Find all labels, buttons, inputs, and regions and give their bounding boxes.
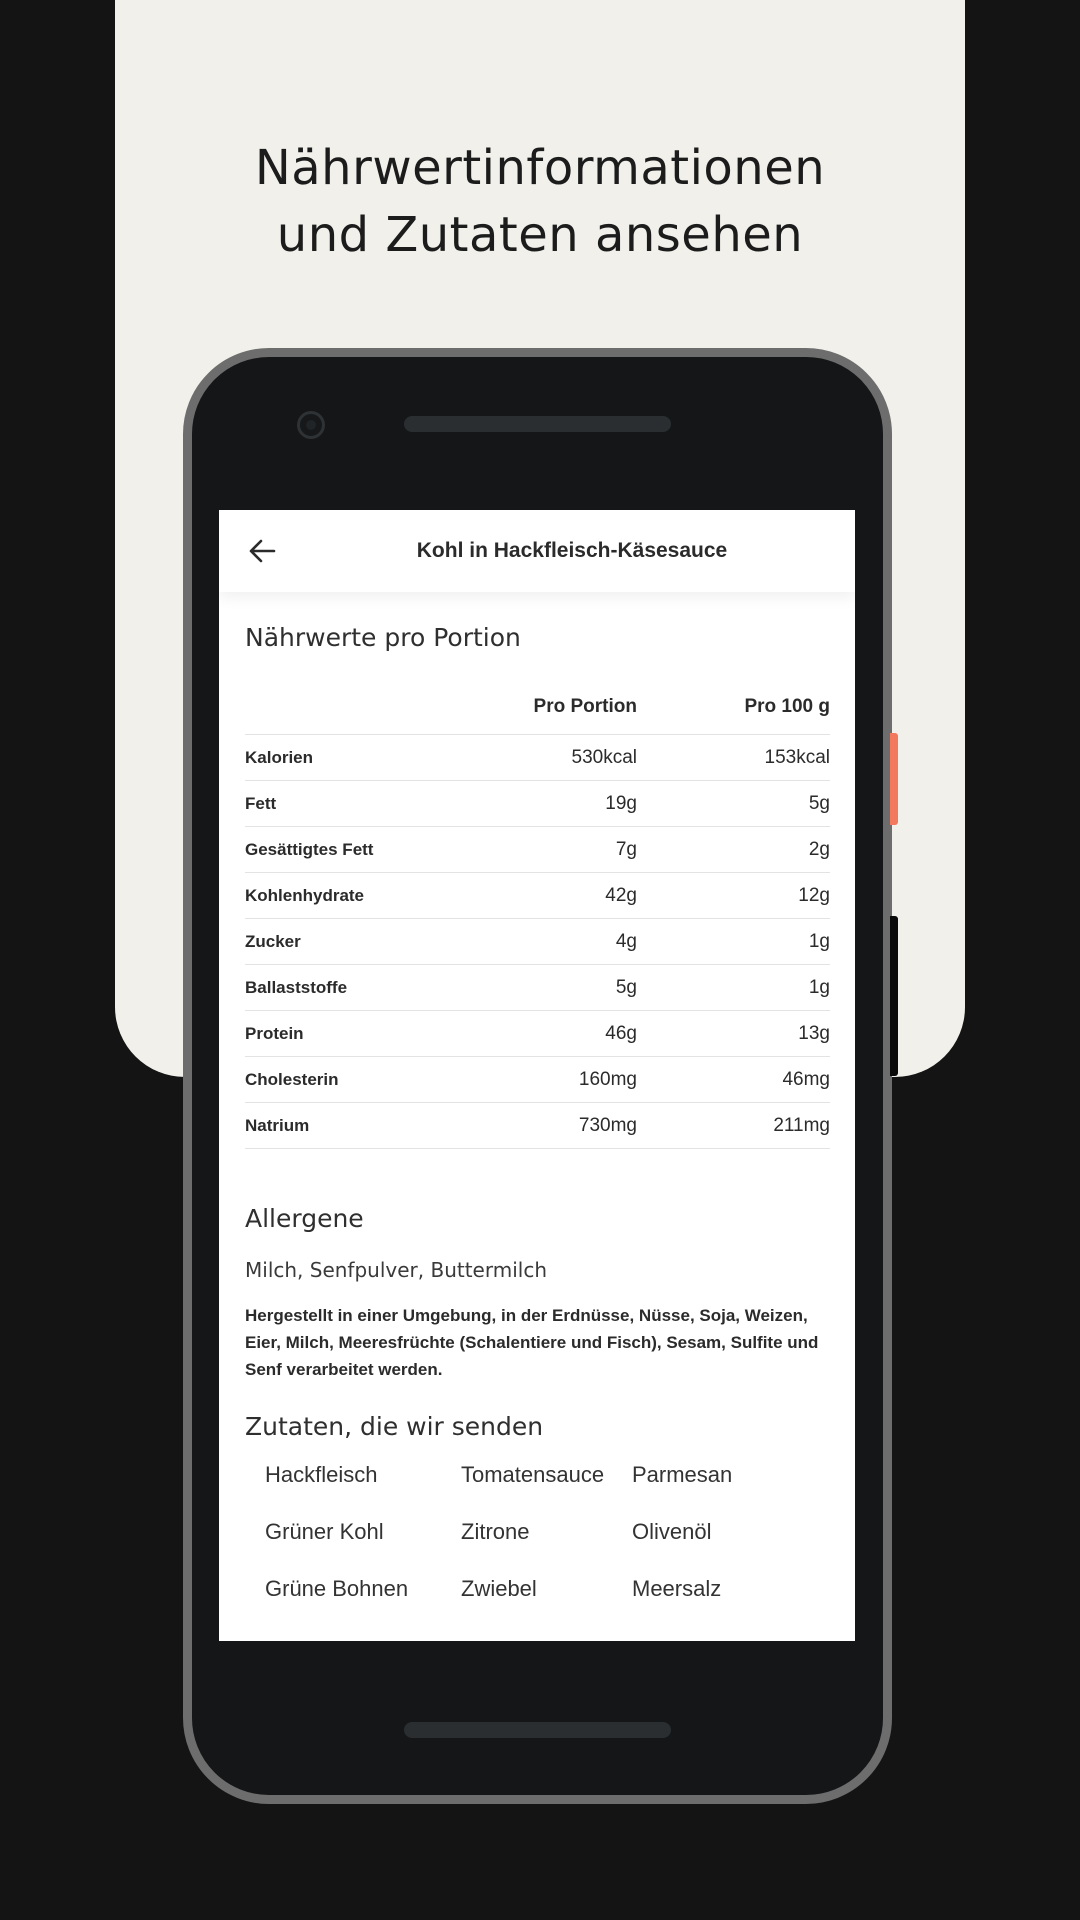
allergens-list: Milch, Senfpulver, Buttermilch [245, 1258, 548, 1282]
table-row [245, 1011, 830, 1057]
arrow-left-icon[interactable] [247, 536, 277, 566]
nutrient-per-100g: 46mg [782, 1068, 830, 1090]
allergens-heading: Allergene [245, 1204, 364, 1233]
ingredient-item: Zitrone [461, 1519, 530, 1544]
column-header-per-100g: Pro 100 g [744, 696, 830, 717]
nutrition-table [245, 680, 830, 1149]
nutrition-heading: Nährwerte pro Portion [245, 623, 521, 652]
recipe-title: Kohl in Hackfleisch-Käsesauce [416, 539, 728, 562]
app-bar [219, 510, 855, 592]
nutrient-per-portion: 19g [605, 792, 637, 814]
nutrient-name: Natrium [245, 1115, 310, 1135]
table-row [245, 735, 830, 781]
ingredient-item: Parmesan [632, 1462, 733, 1487]
nutrient-per-100g: 153kcal [764, 746, 830, 768]
table-row [245, 781, 830, 827]
table-row [245, 873, 830, 919]
ingredient-item: Grüne Bohnen [265, 1576, 409, 1601]
table-row [245, 827, 830, 873]
headline-line-2: und Zutaten ansehen [276, 207, 804, 263]
nutrient-per-portion: 5g [615, 976, 637, 998]
nutrient-per-portion: 42g [605, 884, 637, 906]
nutrient-name: Ballaststoffe [245, 977, 348, 997]
camera-icon [297, 411, 325, 439]
table-row [245, 965, 830, 1011]
table-row [245, 919, 830, 965]
nutrient-per-portion: 730mg [578, 1114, 637, 1136]
ingredient-item: Tomatensauce [461, 1462, 605, 1487]
nutrient-per-portion: 530kcal [571, 746, 637, 768]
nutrient-per-portion: 7g [615, 838, 637, 860]
phone-side-button [890, 733, 898, 825]
nutrient-name: Fett [245, 793, 277, 813]
nutrient-name: Gesättigtes Fett [245, 839, 374, 859]
headline-line-1: Nährwertinformationen [254, 140, 826, 196]
nutrient-per-100g: 211mg [773, 1114, 830, 1136]
nutrient-name: Kalorien [245, 747, 314, 767]
nutrient-per-100g: 1g [808, 930, 830, 952]
nutrient-name: Cholesterin [245, 1069, 339, 1089]
table-row [245, 1057, 830, 1103]
nutrient-per-100g: 12g [798, 884, 830, 906]
nutrient-per-100g: 2g [808, 838, 830, 860]
ingredient-item: Meersalz [632, 1576, 722, 1601]
column-header-per-portion: Pro Portion [533, 696, 637, 717]
nutrient-per-portion: 46g [605, 1022, 637, 1044]
nutrient-name: Protein [245, 1023, 304, 1043]
table-row [245, 1103, 830, 1149]
nutrient-per-100g: 1g [808, 976, 830, 998]
nutrient-name: Kohlenhydrate [245, 885, 365, 905]
ingredient-item: Olivenöl [632, 1519, 712, 1544]
nutrient-per-100g: 5g [808, 792, 830, 814]
ingredient-item: Zwiebel [461, 1576, 537, 1601]
allergens-note: Hergestellt in einer Umgebung, in der Erdnüsse, Nüsse, Soja, Weizen, Eier, Milch, Meeresfrüchte (Schalentiere und Fisch), Sesam, Sulfite und Senf verarbeitet werden. [245, 1306, 819, 1379]
ingredient-item: Grüner Kohl [265, 1519, 384, 1544]
nutrient-name: Zucker [245, 931, 301, 951]
phone-speaker [404, 416, 671, 432]
phone-home-bar [404, 1722, 671, 1738]
ingredient-item: Hackfleisch [265, 1462, 378, 1487]
ingredients-heading: Zutaten, die wir senden [245, 1412, 544, 1441]
phone-side-button-lower [890, 916, 898, 1076]
nutrient-per-100g: 13g [798, 1022, 830, 1044]
nutrition-table-header [245, 680, 830, 735]
promo-headline [115, 135, 965, 269]
nutrient-per-portion: 4g [615, 930, 637, 952]
app-screen [219, 510, 855, 1641]
nutrient-per-portion: 160mg [578, 1068, 637, 1090]
